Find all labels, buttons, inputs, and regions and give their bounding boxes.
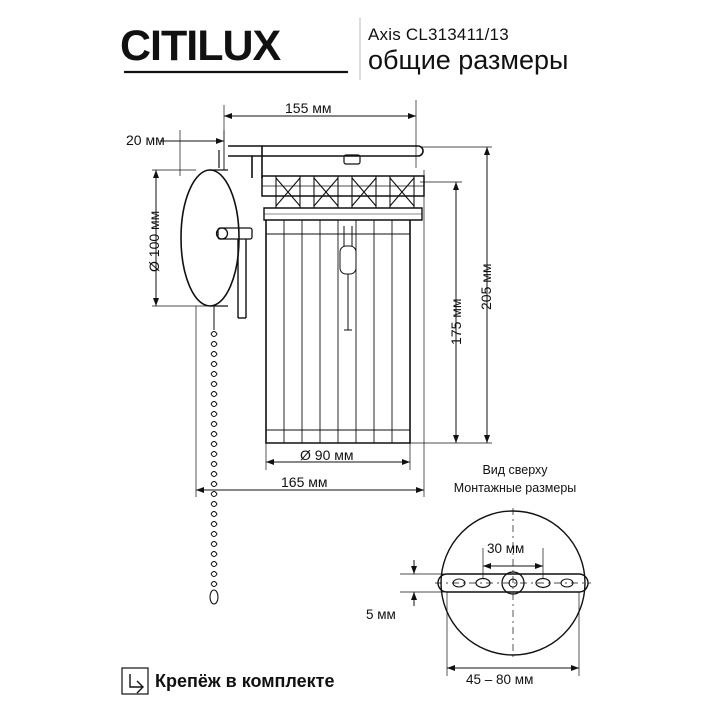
top-view-title: Вид сверху [482,463,548,477]
dim-height-shade: 175 мм [448,298,464,345]
dim-plate-thickness: 5 мм [366,607,396,622]
dim-overall-width: 165 мм [281,474,328,490]
model-code: Axis CL313411/13 [368,25,509,44]
dim-height-total: 205 мм [478,263,494,310]
page-title: общие размеры [368,45,569,75]
dim-width-top: 155 мм [285,100,332,116]
dim-base-diameter: Ø 100 мм [146,210,162,272]
top-view-subtitle: Монтажные размеры [453,481,577,495]
dim-shade-diameter: Ø 90 мм [300,447,354,463]
brand-logo: CITILUX [120,22,281,70]
hardware-included-label: Крепёж в комплекте [155,671,335,691]
dim-mount-slot: 30 мм [487,541,525,556]
dim-mount-span: 45 – 80 мм [466,672,534,687]
dim-depth-back: 20 мм [126,132,165,148]
